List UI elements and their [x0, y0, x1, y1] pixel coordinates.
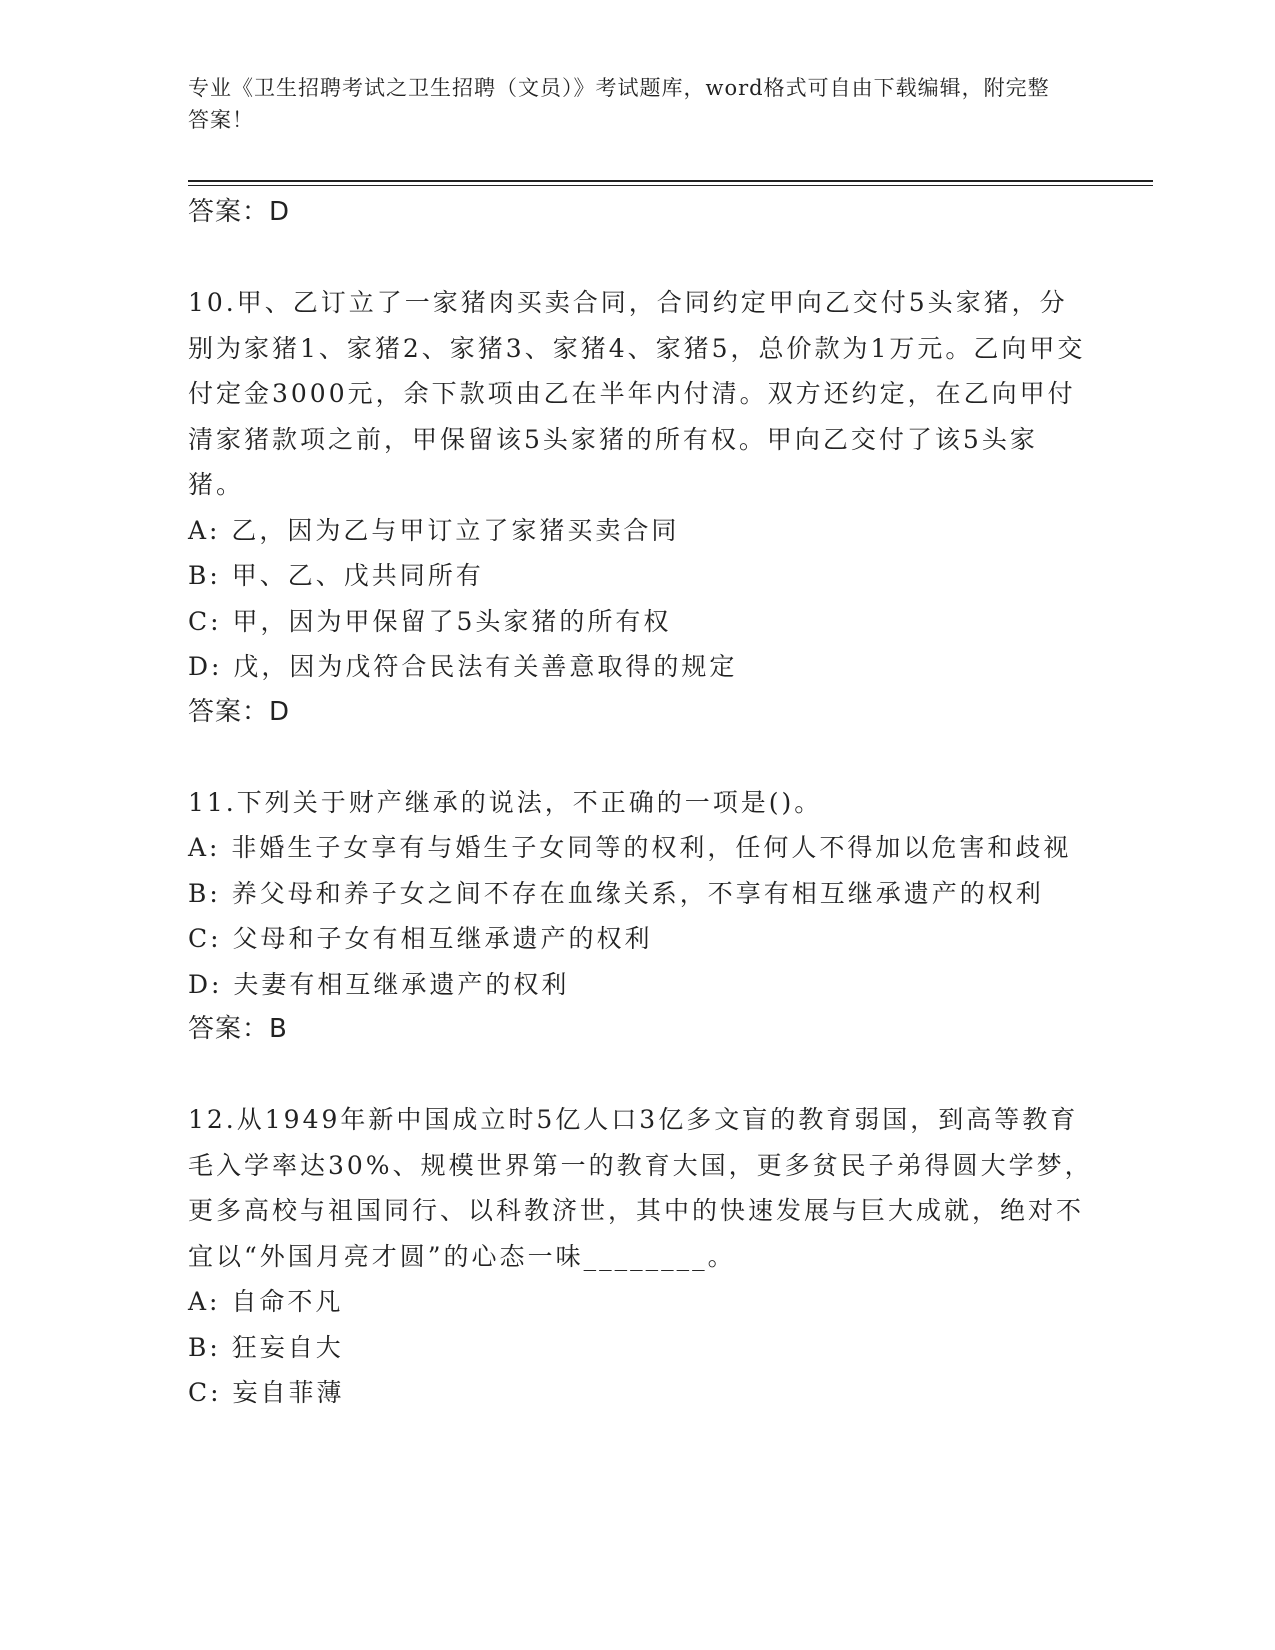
option-a: A: 乙，因为乙与甲订立了家猪买卖合同 — [188, 515, 680, 545]
option-b: B: 狂妄自大 — [188, 1332, 344, 1362]
option-a: A: 非婚生子女享有与婚生子女同等的权利，任何人不得加以危害和歧视 — [188, 833, 1072, 862]
header-divider-thin — [188, 185, 1153, 186]
option-a: A: 自命不凡 — [188, 1287, 344, 1316]
option-c: C: 妄自菲薄 — [188, 1378, 345, 1407]
option-b: B: 甲、乙、戊共同所有 — [188, 561, 484, 590]
document-body — [188, 190, 1093, 1416]
option-d: D: 夫妻有相互继承遗产的权利 — [188, 969, 570, 999]
option-d: D: 戊，因为戊符合民法有关善意取得的规定 — [188, 652, 738, 681]
question-text: 11.下列关于财产继承的说法，不正确的一项是()。 — [188, 787, 823, 817]
answer-label: 答案：B — [188, 1014, 288, 1044]
question-11 — [188, 780, 1093, 1052]
document-header: 专业《卫生招聘考试之卫生招聘（文员）》考试题库，word格式可自由下载编辑，附完整答案！ — [188, 76, 1050, 132]
option-c: C: 甲，因为甲保留了5头家猪的所有权 — [188, 606, 672, 636]
question-text: 10.甲、乙订立了一家猪肉买卖合同，合同约定甲向乙交付5头家猪，分别为家猪1、家猪2、家猪3、家猪4、家猪5，总价款为1万元。乙向甲交付定金3000元，余下款项由乙在半年内付清。双方还约定，在乙向甲付清家猪款项之前，甲保留该5头家猪的所有权。甲向乙交付了该5头家猪。 — [188, 288, 1086, 499]
question-10 — [188, 280, 1093, 734]
option-b: B: 养父母和养子女之间不存在血缘关系，不享有相互继承遗产的权利 — [188, 878, 1044, 908]
question-text: 12.从1949年新中国成立时5亿人口3亿多文盲的教育弱国，到高等教育毛入学率达30%、规模世界第一的教育大国，更多贫民子弟得圆大学梦，更多高校与祖国同行、以科教济世，其中的快速发展与巨大成就，绝对不宜以“外国月亮才圆”的心态一味________。 — [188, 1105, 1093, 1271]
option-c: C: 父母和子女有相互继承遗产的权利 — [188, 924, 653, 953]
answer-label: 答案：D — [188, 197, 291, 227]
answer-label: 答案：D — [188, 696, 291, 727]
header-divider — [188, 180, 1153, 182]
question-12 — [188, 1097, 1093, 1416]
